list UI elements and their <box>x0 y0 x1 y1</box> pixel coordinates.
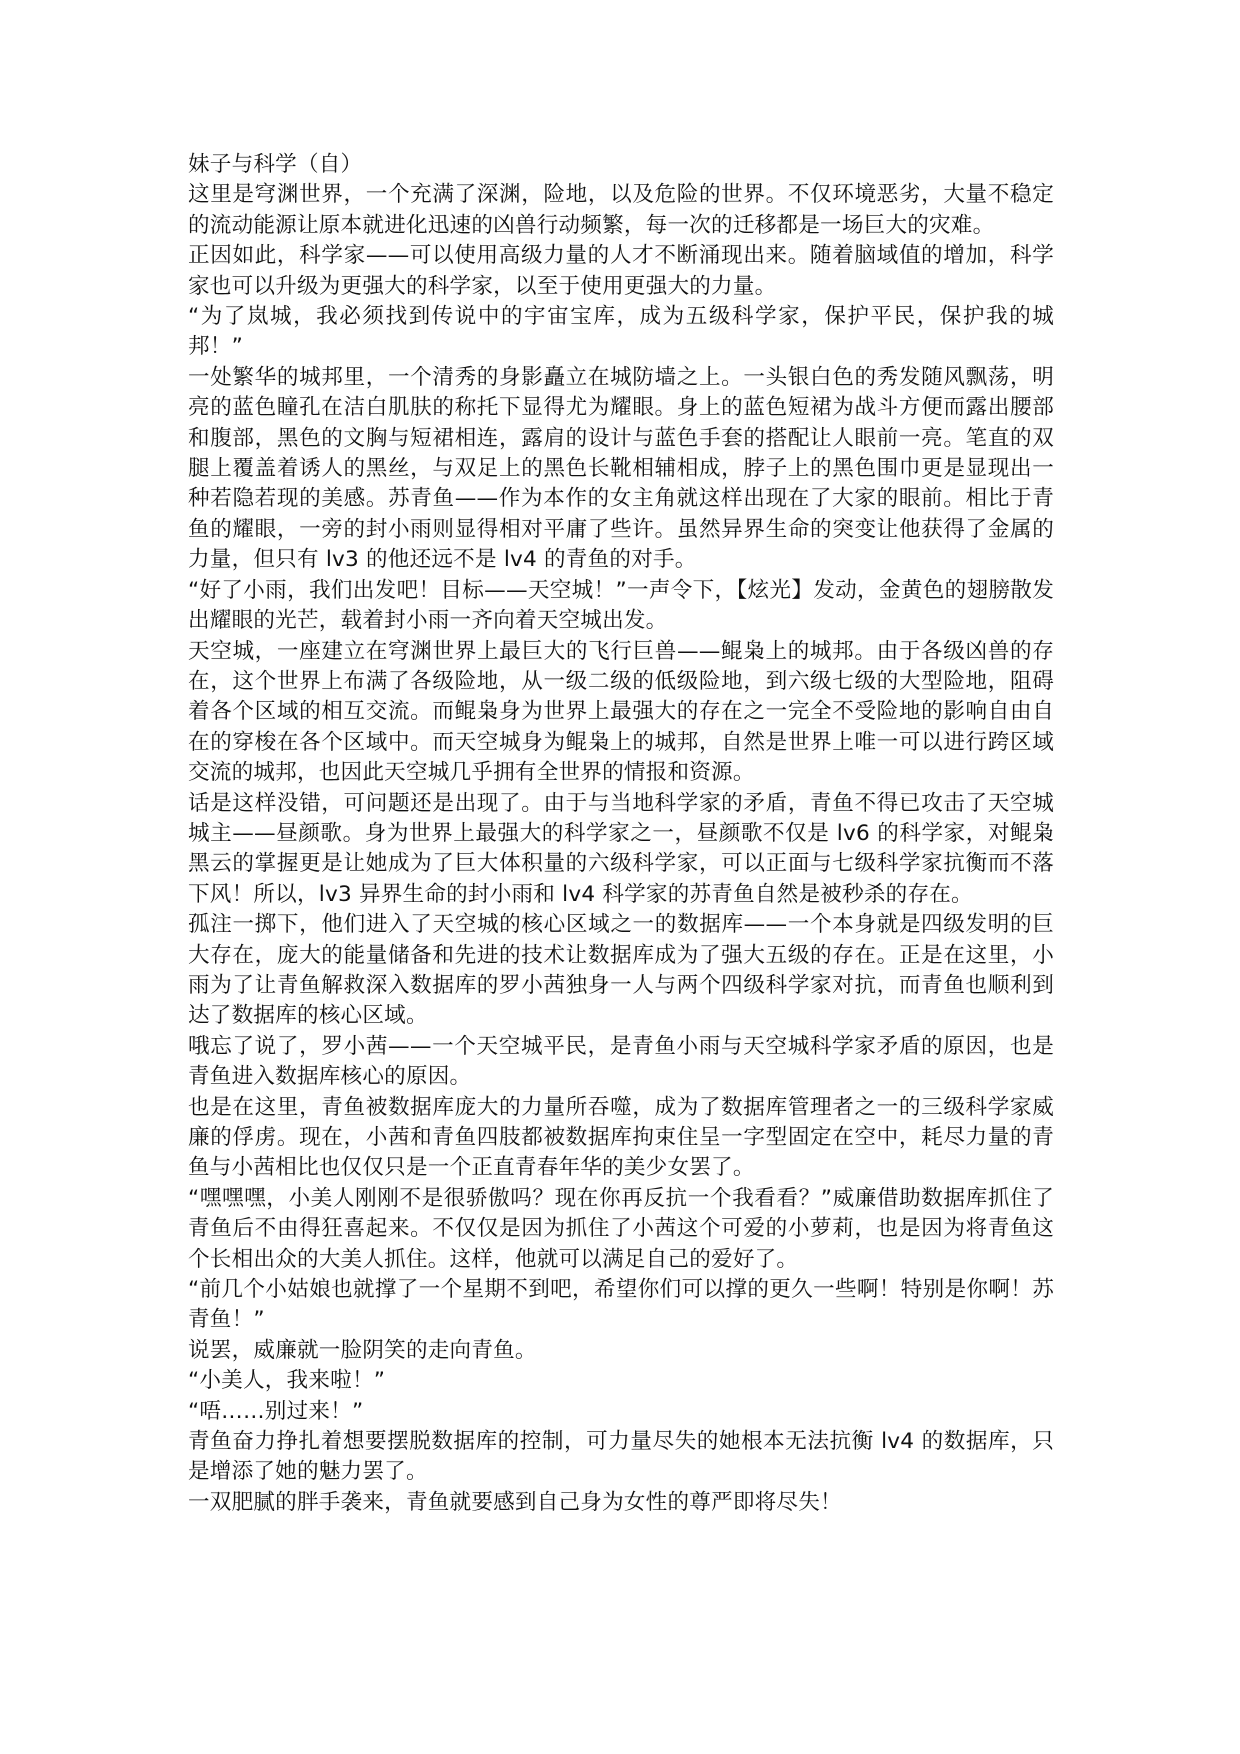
paragraph: 一处繁华的城邦里，一个清秀的身影矗立在城防墙之上。一头银白色的秀发随风飘荡，明亮的蓝色瞳孔在洁白肌肤的称托下显得尤为耀眼。身上的蓝色短裙为战斗方便而露出腰部和腹部，黑色的文胸与短裙相连，露肩的设计与蓝色手套的搭配让人眼前一亮。笔直的双腿上覆盖着诱人的黑丝，与双足上的黑色长靴相辅相成，脖子上的黑色围巾更是显现出一种若隐若现的美感。苏青鱼——作为本作的女主角就这样出现在了大家的眼前。相比于青鱼的耀眼，一旁的封小雨则显得相对平庸了些许。虽然异界生命的突变让他获得了金属的力量，但只有 lv3 的他还远不是 lv4 的青鱼的对手。 <box>188 364 1054 573</box>
paragraph: “小美人，我来啦！” <box>188 1368 386 1394</box>
paragraph: “好了小雨，我们出发吧！目标——天空城！”一声令下，【炫光】发动，金黄色的翅膀散发出耀眼的光芒，载着封小雨一齐向着天空城出发。 <box>188 577 1054 634</box>
paragraph: 也是在这里，青鱼被数据库庞大的力量所吞噬，成为了数据库管理者之一的三级科学家威廉的俘虏。现在，小茜和青鱼四肢都被数据库拘束住呈一字型固定在空中，耗尽力量的青鱼与小茜相比也仅仅只是一个正直青春年华的美少女罢了。 <box>188 1094 1054 1181</box>
paragraph: “嘿嘿嘿，小美人刚刚不是很骄傲吗？现在你再反抗一个我看看？”威廉借助数据库抓住了青鱼后不由得狂喜起来。不仅仅是因为抓住了小茜这个可爱的小萝莉，也是因为将青鱼这个长相出众的大美人抓住。这样，他就可以满足自己的爱好了。 <box>188 1185 1054 1272</box>
document-page <box>188 150 1054 1518</box>
paragraph: 天空城，一座建立在穹渊世界上最巨大的飞行巨兽——鲲枭上的城邦。由于各级凶兽的存在，这个世界上布满了各级险地，从一级二级的低级险地，到六级七级的大型险地，阻碍着各个区域的相互交流。而鲲枭身为世界上最强大的存在之一完全不受险地的影响自由自在的穿梭在各个区域中。而天空城身为鲲枭上的城邦，自然是世界上唯一可以进行跨区域交流的城邦，也因此天空城几乎拥有全世界的情报和资源。 <box>188 638 1054 786</box>
paragraph: 哦忘了说了，罗小茜——一个天空城平民，是青鱼小雨与天空城科学家矛盾的原因，也是青鱼进入数据库核心的原因。 <box>188 1033 1054 1090</box>
paragraph: 话是这样没错，可问题还是出现了。由于与当地科学家的矛盾，青鱼不得已攻击了天空城城主——昼颜歌。身为世界上最强大的科学家之一，昼颜歌不仅是 lv6 的科学家，对鲲枭黑云的掌握更是让她成为了巨大体积量的六级科学家，可以正面与七级科学家抗衡而不落下风！所以，lv3 异界生命的封小雨和 lv4 科学家的苏青鱼自然是被秒杀的存在。 <box>188 790 1054 907</box>
paragraph: 正因如此，科学家——可以使用高级力量的人才不断涌现出来。随着脑域值的增加，科学家也可以升级为更强大的科学家，以至于使用更强大的力量。 <box>188 243 1054 299</box>
paragraph: “唔……别过来！” <box>188 1398 364 1424</box>
paragraph: “前几个小姑娘也就撑了一个星期不到吧，希望你们可以撑的更久一些啊！特别是你啊！苏青鱼！” <box>188 1277 1054 1333</box>
paragraph: 青鱼奋力挣扎着想要摆脱数据库的控制，可力量尽失的她根本无法抗衡 lv4 的数据库，只是增添了她的魅力罢了。 <box>188 1429 1054 1485</box>
paragraph: 孤注一掷下，他们进入了天空城的核心区域之一的数据库——一个本身就是四级发明的巨大存在，庞大的能量储备和先进的技术让数据库成为了强大五级的存在。正是在这里，小雨为了让青鱼解救深入数据库的罗小茜独身一人与两个四级科学家对抗，而青鱼也顺利到达了数据库的核心区域。 <box>188 912 1054 1029</box>
document-title: 妹子与科学（自） <box>188 152 363 177</box>
paragraph: 这里是穹渊世界，一个充满了深渊，险地，以及危险的世界。不仅环境恶劣，大量不稳定的流动能源让原本就进化迅速的凶兽行动频繁，每一次的迁移都是一场巨大的灾难。 <box>188 182 1054 238</box>
paragraph: 说罢，威廉就一脸阴笑的走向青鱼。 <box>188 1337 537 1363</box>
paragraph: 一双肥腻的胖手袭来，青鱼就要感到自己身为女性的尊严即将尽失！ <box>188 1489 842 1515</box>
paragraph: “为了岚城，我必须找到传说中的宇宙宝库，成为五级科学家，保护平民，保护我的城邦！” <box>188 304 1054 360</box>
